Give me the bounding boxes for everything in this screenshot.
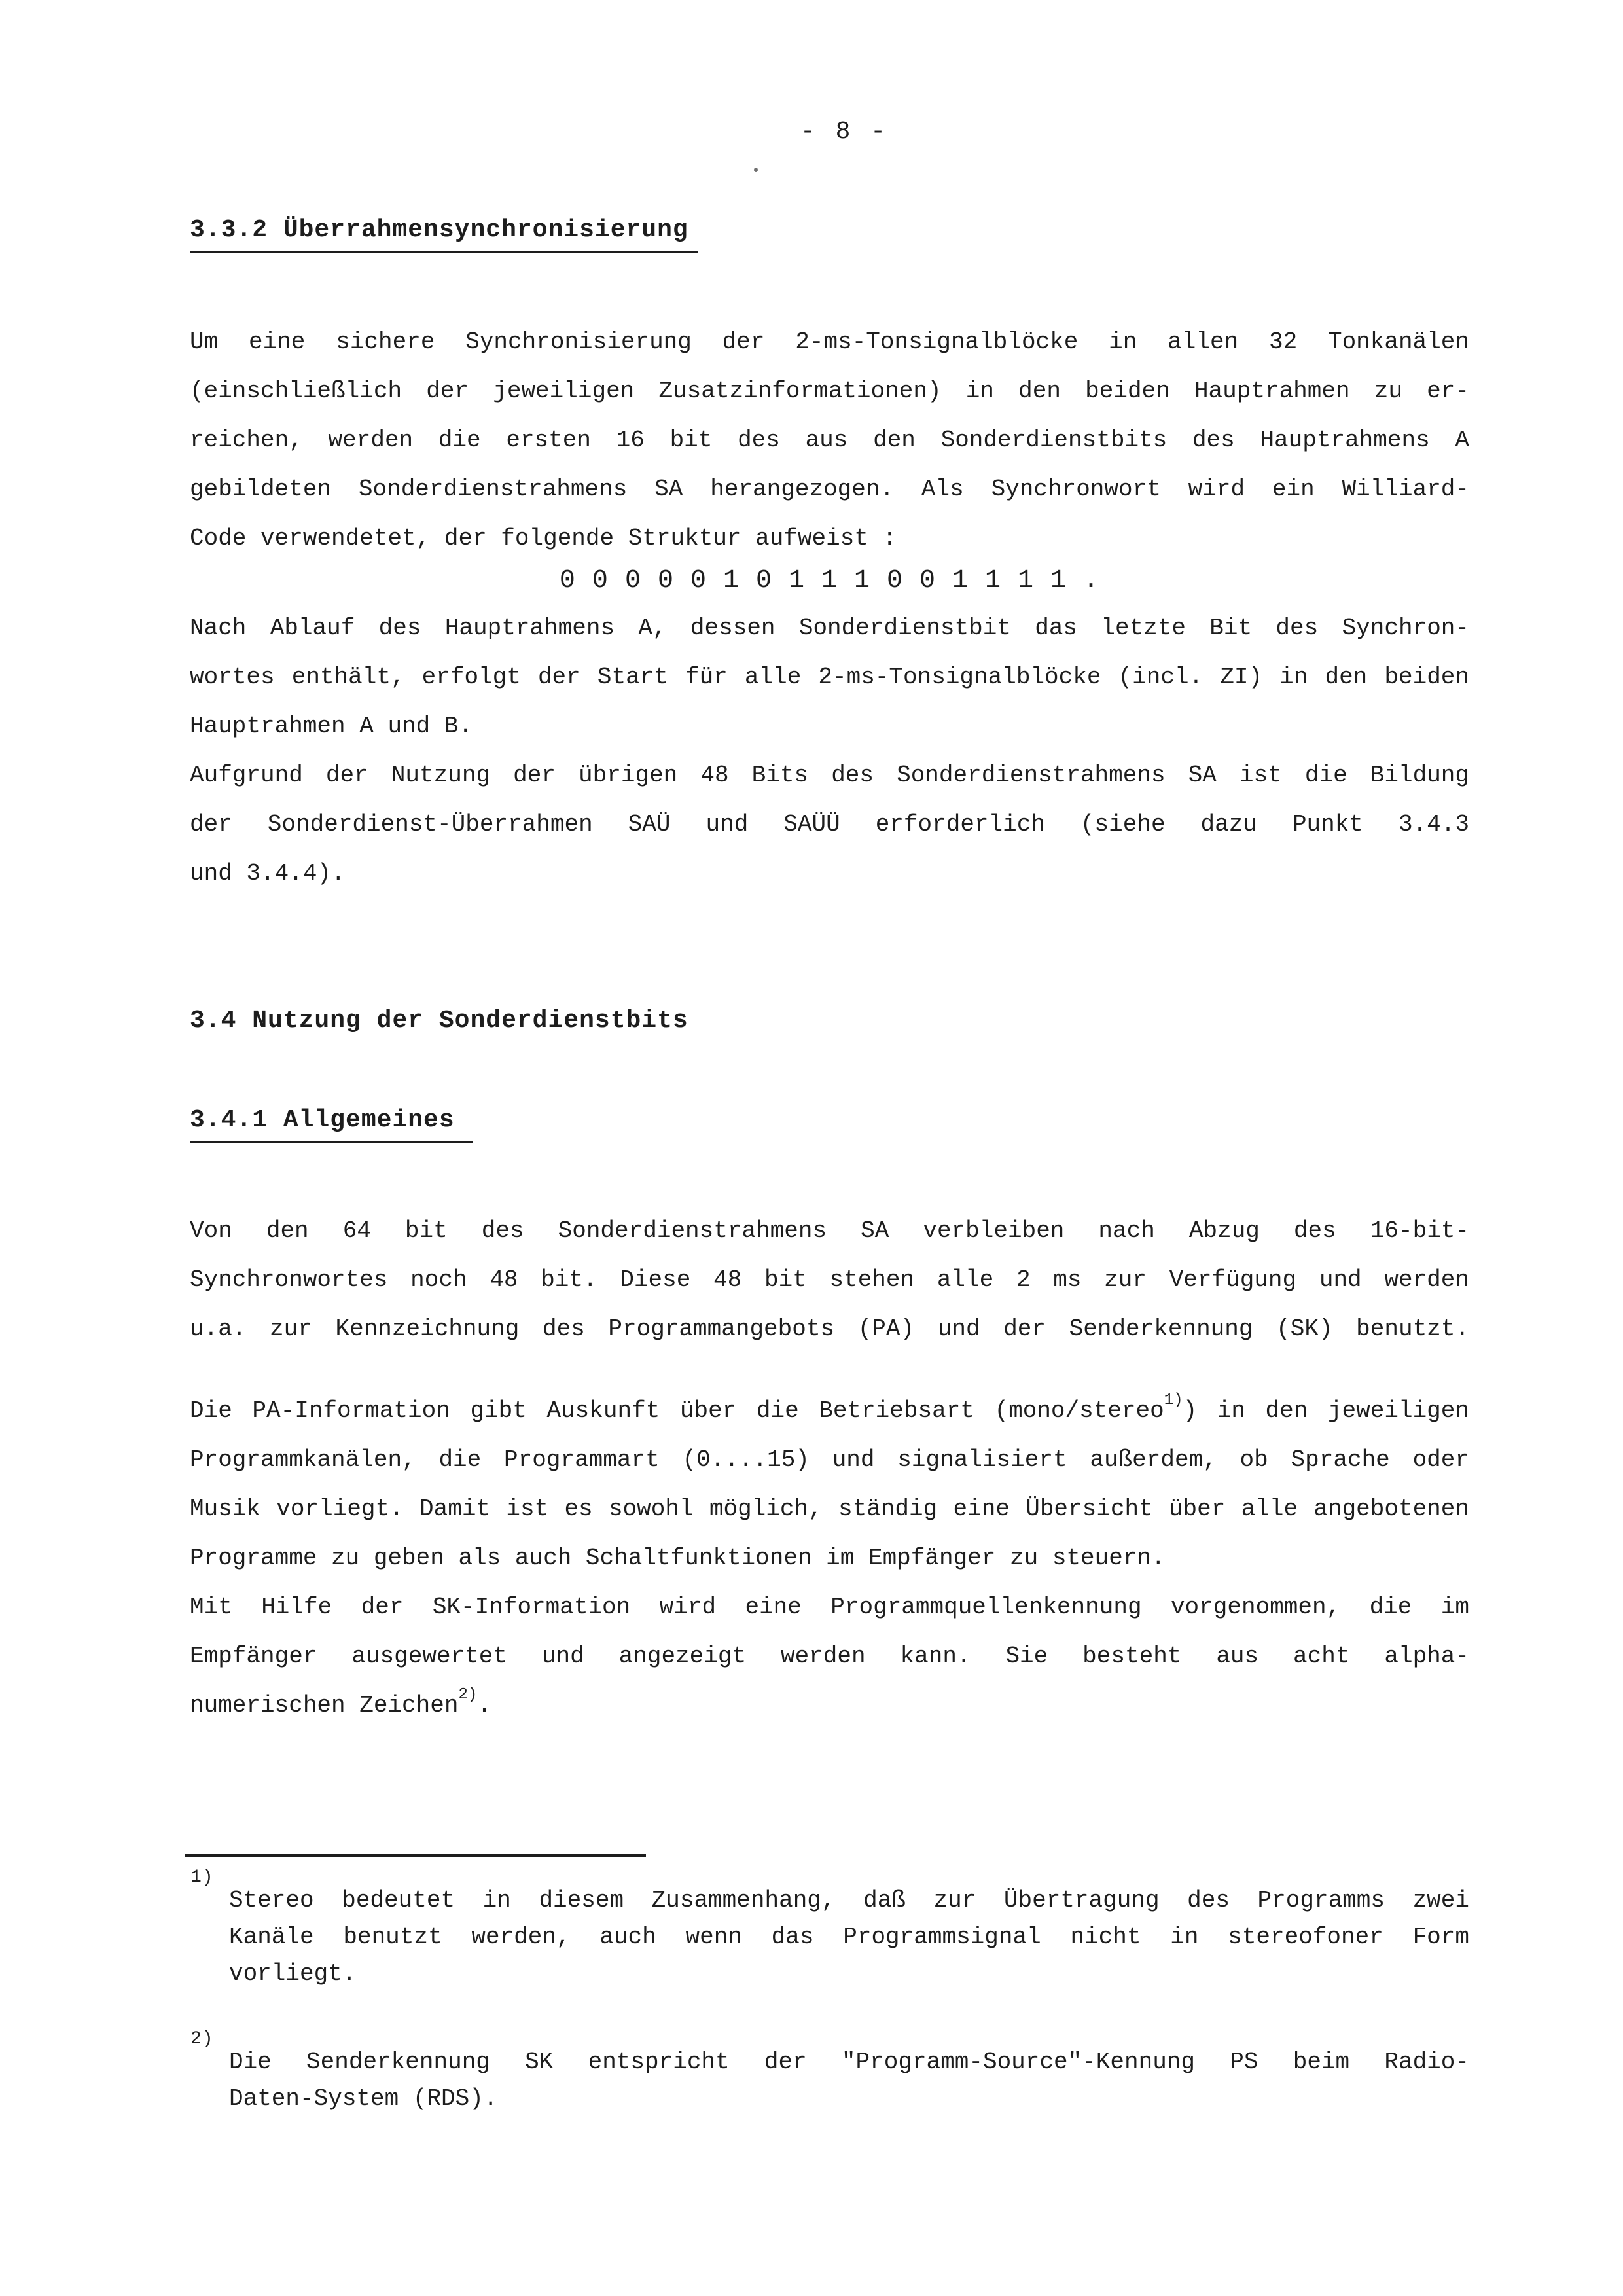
paragraph-pa-sk-information	[190, 1386, 1469, 1730]
superscript-ref: 1)	[1164, 1391, 1183, 1409]
heading-text: 3.3.2 Überrahmensynchronisierung	[190, 216, 698, 253]
text-run: der Sonderdienst-Überrahmen SAÜ und SAÜÜ erforderlich (siehe dazu Punkt 3.4.3	[190, 811, 1469, 838]
text-run: wortes enthält, erfolgt der Start für alle 2-ms-Tonsignalblöcke (incl. ZI) in den beiden	[190, 664, 1469, 691]
page-number: - 8 -	[800, 118, 889, 146]
footnote-marker-2: 2)	[190, 2029, 214, 2049]
text-run: reichen, werden die ersten 16 bit des aus den Sonderdienstbits des Hauptrahmens A	[190, 427, 1469, 454]
text-line	[190, 1255, 1469, 1304]
text-run: Die Senderkennung SK entspricht der "Programm-Source"-Kennung PS beim Radio-	[229, 2049, 1469, 2075]
text-run: Stereo bedeutet in diesem Zusammenhang, daß zur Übertragung des Programms zwei	[229, 1887, 1469, 1914]
footnote-separator	[185, 1854, 646, 1857]
text-run: Mit Hilfe der SK-Information wird eine Programmquellenkennung vorgenommen, die im	[190, 1594, 1469, 1621]
text-run: Synchronwortes noch 48 bit. Diese 48 bit stehen alle 2 ms zur Verfügung und werden	[190, 1266, 1469, 1293]
text-run: numerischen Zeichen	[190, 1692, 459, 1719]
text-line	[190, 317, 1469, 367]
text-run: Code verwendetet, der folgende Struktur aufweist :	[190, 525, 897, 552]
text-run: .	[477, 1692, 491, 1719]
text-run: und 3.4.4).	[190, 860, 346, 887]
paragraph-sonderdienstbits	[190, 1206, 1469, 1354]
text-line	[229, 2044, 1469, 2081]
text-line	[229, 1882, 1469, 1919]
heading-text: 3.4.1 Allgemeines	[190, 1106, 473, 1143]
text-line	[190, 1583, 1469, 1632]
text-run: Daten-System (RDS).	[229, 2085, 498, 2112]
text-line	[190, 1304, 1469, 1354]
footnote-1-text	[229, 1882, 1469, 1992]
text-run: u.a. zur Kennzeichnung des Programmangebots (PA) und der Senderkennung (SK) benutzt.	[190, 1316, 1469, 1342]
text-line	[190, 1206, 1469, 1255]
text-line	[190, 702, 1469, 751]
text-line	[190, 465, 1469, 514]
text-line	[190, 1534, 1469, 1583]
text-run: Hauptrahmen A und B.	[190, 713, 473, 740]
text-run: Programmkanälen, die Programmart (0....15) und signalisiert außerdem, ob Sprache oder	[190, 1446, 1469, 1473]
sync-word: 0 0 0 0 0 1 0 1 1 1 0 0 1 1 1 1 .	[559, 566, 1100, 596]
text-line	[229, 1919, 1469, 1956]
text-run: (einschließlich der jeweiligen Zusatzinformationen) in den beiden Hauptrahmen zu er-	[190, 378, 1469, 404]
footnote-marker-1: 1)	[190, 1867, 214, 1888]
text-run: ) in den jeweiligen	[1183, 1397, 1469, 1424]
text-run: Programme zu geben als auch Schaltfunktionen im Empfänger zu steuern.	[190, 1545, 1166, 1571]
text-line	[229, 1956, 1469, 1992]
text-run: Kanäle benutzt werden, auch wenn das Programmsignal nicht in stereofoner Form	[229, 1924, 1469, 1950]
text-line	[190, 653, 1469, 702]
text-line	[190, 1386, 1469, 1435]
text-run: Die PA-Information gibt Auskunft über die Betriebsart (mono/stereo	[190, 1397, 1164, 1424]
text-line	[190, 800, 1469, 849]
text-line	[190, 1484, 1469, 1534]
text-run: Um eine sichere Synchronisierung der 2-ms-Tonsignalblöcke in allen 32 Tonkanälen	[190, 329, 1469, 355]
text-line	[190, 1681, 1469, 1730]
text-run: Musik vorliegt. Damit ist es sowohl möglich, ständig eine Übersicht über alle angebotenen	[190, 1496, 1469, 1522]
text-line	[190, 1435, 1469, 1484]
text-run: gebildeten Sonderdienstrahmens SA herangezogen. Als Synchronwort wird ein Williard-	[190, 476, 1469, 503]
paragraph-synchronisierung	[190, 317, 1469, 563]
stray-mark	[754, 168, 758, 172]
text-line	[190, 416, 1469, 465]
paragraph-ablauf	[190, 603, 1469, 898]
superscript-ref: 2)	[458, 1686, 478, 1704]
text-run: Empfänger ausgewertet und angezeigt werden kann. Sie besteht aus acht alpha-	[190, 1643, 1469, 1670]
text-line	[229, 2081, 1469, 2117]
text-line	[190, 367, 1469, 416]
heading-text: 3.4 Nutzung der Sonderdienstbits	[190, 1007, 688, 1035]
section-heading-3-4-1	[190, 1106, 473, 1143]
text-line	[190, 514, 1469, 563]
text-line	[190, 849, 1469, 898]
text-run: Nach Ablauf des Hauptrahmens A, dessen Sonderdienstbit das letzte Bit des Synchron-	[190, 615, 1469, 641]
text-line	[190, 1632, 1469, 1681]
section-heading-3-3-2	[190, 216, 698, 253]
footnote-2-text	[229, 2044, 1469, 2117]
text-line	[190, 751, 1469, 800]
section-heading-3-4	[190, 1007, 688, 1035]
text-run: Aufgrund der Nutzung der übrigen 48 Bits des Sonderdienstrahmens SA ist die Bildung	[190, 762, 1469, 789]
text-run: Von den 64 bit des Sonderdienstrahmens SA verbleiben nach Abzug des 16-bit-	[190, 1217, 1469, 1244]
text-run: vorliegt.	[229, 1960, 357, 1987]
text-line	[190, 603, 1469, 653]
